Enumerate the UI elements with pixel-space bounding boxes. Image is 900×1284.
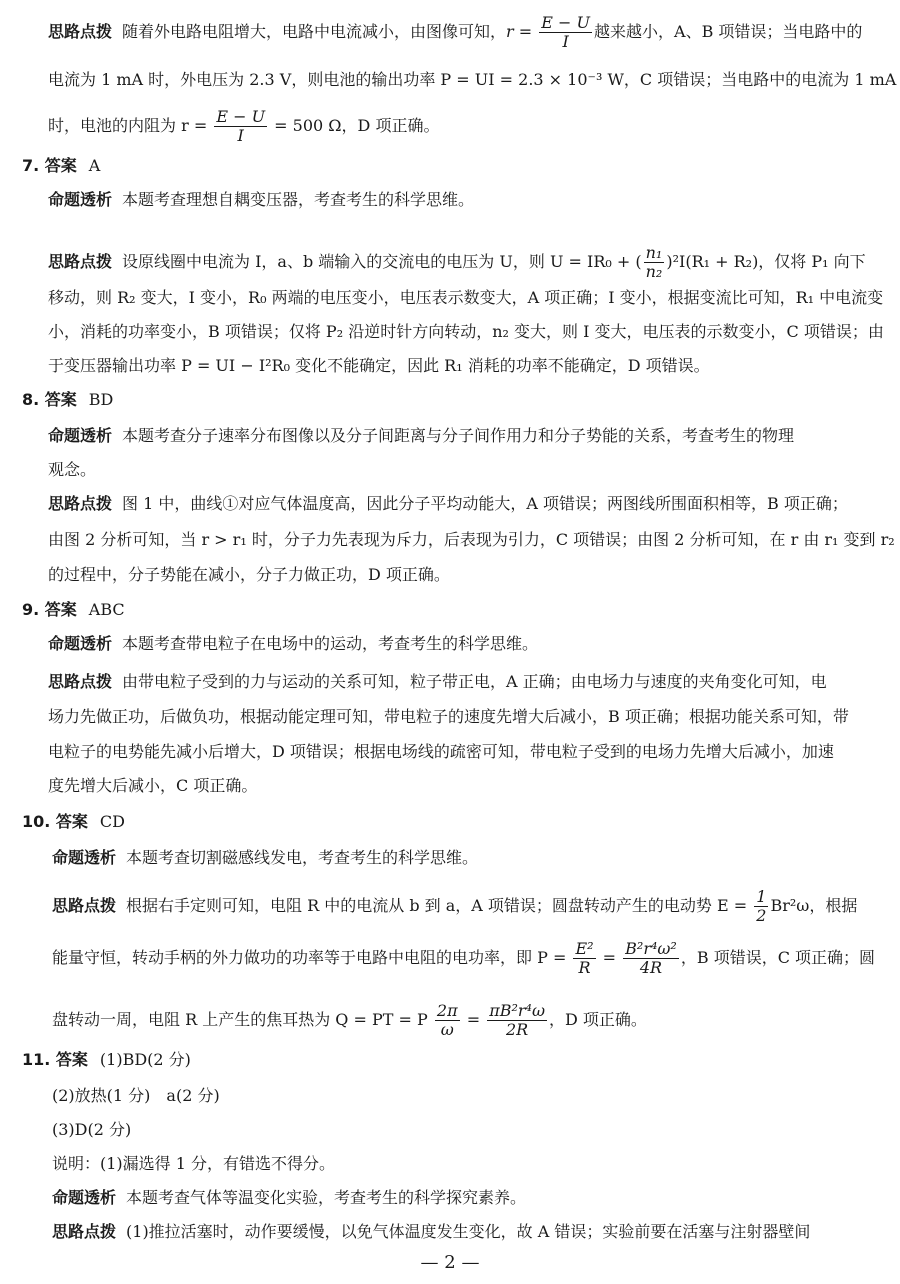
q8-hint-line-3: 的过程中，分子势能在减小，分子力做正功，D 项正确。 xyxy=(48,565,450,584)
q7-hint-line-4: 于变压器输出功率 P = UI − I²R₀ 变化不能确定，因此 R₁ 消耗的功率不能确定，D 项错误。 xyxy=(48,356,710,375)
q9-hint-line-4: 度先增大后减小，C 项正确。 xyxy=(48,776,258,795)
q9-hint-line-1: 思路点拨 由带电粒子受到的力与运动的关系可知，粒子带正电，A 正确；由电场力与速度的夹角变化可知，电 xyxy=(48,672,827,691)
question-8-answer: 8. 答案 BD xyxy=(22,390,114,409)
prev-hint-line-2: 电流为 1 mA 时，外电压为 2.3 V，则电池的输出功率 P = UI = 2.3 × 10⁻³ W，C 项错误；当电路中的电流为 1 mA xyxy=(48,70,897,89)
q8-hint-line-2: 由图 2 分析可知，当 r > r₁ 时，分子力先表现为斥力，后表现为引力，C 项错误；由图 2 分析可知，在 r 由 r₁ 变到 r₂ xyxy=(48,530,895,549)
q7-hint-line-2: 移动，则 R₂ 变大，I 变小，R₀ 两端的电压变小，电压表示数变大，A 项正确；I 变小，根据变流比可知，R₁ 中电流变 xyxy=(48,288,884,307)
question-7-answer: 7. 答案 A xyxy=(22,156,101,175)
q9-hint-line-2: 场力先做正功，后做负功，根据动能定理可知，带电粒子的速度先增大后减小，B 项正确；根据功能关系可知，带 xyxy=(48,707,849,726)
prev-hint-line-1: 思路点拨 随着外电路电阻增大，电路中电流减小，由图像可知，r = $\frac{E - U}{I}$ 越来越小，A、B 项错误；当电路中的 xyxy=(48,13,863,51)
q10-intent: 命题透析 本题考查切割磁感线发电，考查考生的科学思维。 xyxy=(52,848,479,867)
hint-label: 思路点拨 xyxy=(48,22,113,41)
q11-intent: 命题透析 本题考查气体等温变化实验，考查考生的科学探究素养。 xyxy=(52,1188,527,1207)
q8-hint-line-1: 思路点拨 图 1 中，曲线①对应气体温度高，因此分子平均动能大，A 项错误；两图线所围面积相等，B 项正确； xyxy=(48,494,848,513)
q11-answer-2: (2)放热(1 分) a(2 分) xyxy=(52,1086,220,1105)
q10-hint-line-3: 盘转动一周，电阻 R 上产生的焦耳热为 Q = PT = P $\frac{2\pi}{\omega}$ = $\frac{\text{πB²r⁴ω}}{2R}$ ，D 项正确。 xyxy=(52,1001,647,1039)
q9-intent: 命题透析 本题考查带电粒子在电场中的运动，考查考生的科学思维。 xyxy=(48,634,539,653)
formula-fraction: $\frac{1}{2}$ xyxy=(756,887,767,925)
formula-fraction: $\frac{\text{E²}}{R}$ xyxy=(575,939,594,977)
question-9-answer: 9. 答案 ABC xyxy=(22,600,125,619)
formula-fraction: $\frac{\text{B²r⁴ω²}}{4R}$ xyxy=(625,939,677,977)
q10-hint-line-2: 能量守恒，转动手柄的外力做功的功率等于电路中电阻的电功率，即 P = $\frac{\text{E²}}{R}$ = $\frac{\text{B²r⁴ω²}}{4R}$ ，B 项错误，C 项正确；圆 xyxy=(52,939,876,977)
q8-intent-line-2: 观念。 xyxy=(48,460,97,479)
question-10-answer: 10. 答案 CD xyxy=(22,812,125,831)
prev-hint-line-3: 时，电池的内阻为 r = $\frac{E - U}{I}$ = 500 Ω，D 项正确。 xyxy=(48,107,440,145)
formula-fraction: $\frac{\text{πB²r⁴ω}}{2R}$ xyxy=(489,1001,545,1039)
question-11-answer: 11. 答案 (1)BD(2 分) xyxy=(22,1050,191,1069)
q7-hint-line-1: 思路点拨 设原线圈中电流为 I，a、b 端输入的交流电的电压为 U，则 U = IR₀ + ( $\frac{\text{n₁}}{\text{n₂}}$ )²I(R₁ + R₂)，仅将 P₁ 向下 xyxy=(48,243,866,281)
formula-fraction: $\frac{\text{n₁}}{\text{n₂}}$ xyxy=(645,243,663,281)
q7-intent: 命题透析 本题考查理想自耦变压器，考查考生的科学思维。 xyxy=(48,190,475,209)
formula-fraction: $\frac{2\pi}{\omega}$ xyxy=(436,1001,458,1039)
q11-hint-line-1: 思路点拨 (1)推拉活塞时，动作要缓慢，以免气体温度发生变化，故 A 错误；实验前要在活塞与注射器壁间 xyxy=(52,1222,811,1241)
q8-intent-line-1: 命题透析 本题考查分子速率分布图像以及分子间距离与分子间作用力和分子势能的关系，考查考生的物理 xyxy=(48,426,795,445)
formula-fraction: $\frac{E - U}{I}$ xyxy=(216,107,266,145)
page-number: — 2 — xyxy=(420,1252,480,1273)
q11-answer-3: (3)D(2 分) xyxy=(52,1120,132,1139)
q7-hint-line-3: 小，消耗的功率变小，B 项错误；仅将 P₂ 沿逆时针方向转动，n₂ 变大，则 I 变大，电压表的示数变小，C 项错误；由 xyxy=(48,322,884,341)
q11-note: 说明：(1)漏选得 1 分，有错选不得分。 xyxy=(52,1154,336,1173)
formula-fraction: $\frac{E - U}{I}$ xyxy=(541,13,591,51)
q10-hint-line-1: 思路点拨 根据右手定则可知，电阻 R 中的电流从 b 到 a，A 项错误；圆盘转动产生的电动势 E = $\frac{1}{2}$ Br²ω，根据 xyxy=(52,887,858,925)
q9-hint-line-3: 电粒子的电势能先减小后增大，D 项错误；根据电场线的疏密可知，带电粒子受到的电场力先增大后减小，加速 xyxy=(48,742,834,761)
